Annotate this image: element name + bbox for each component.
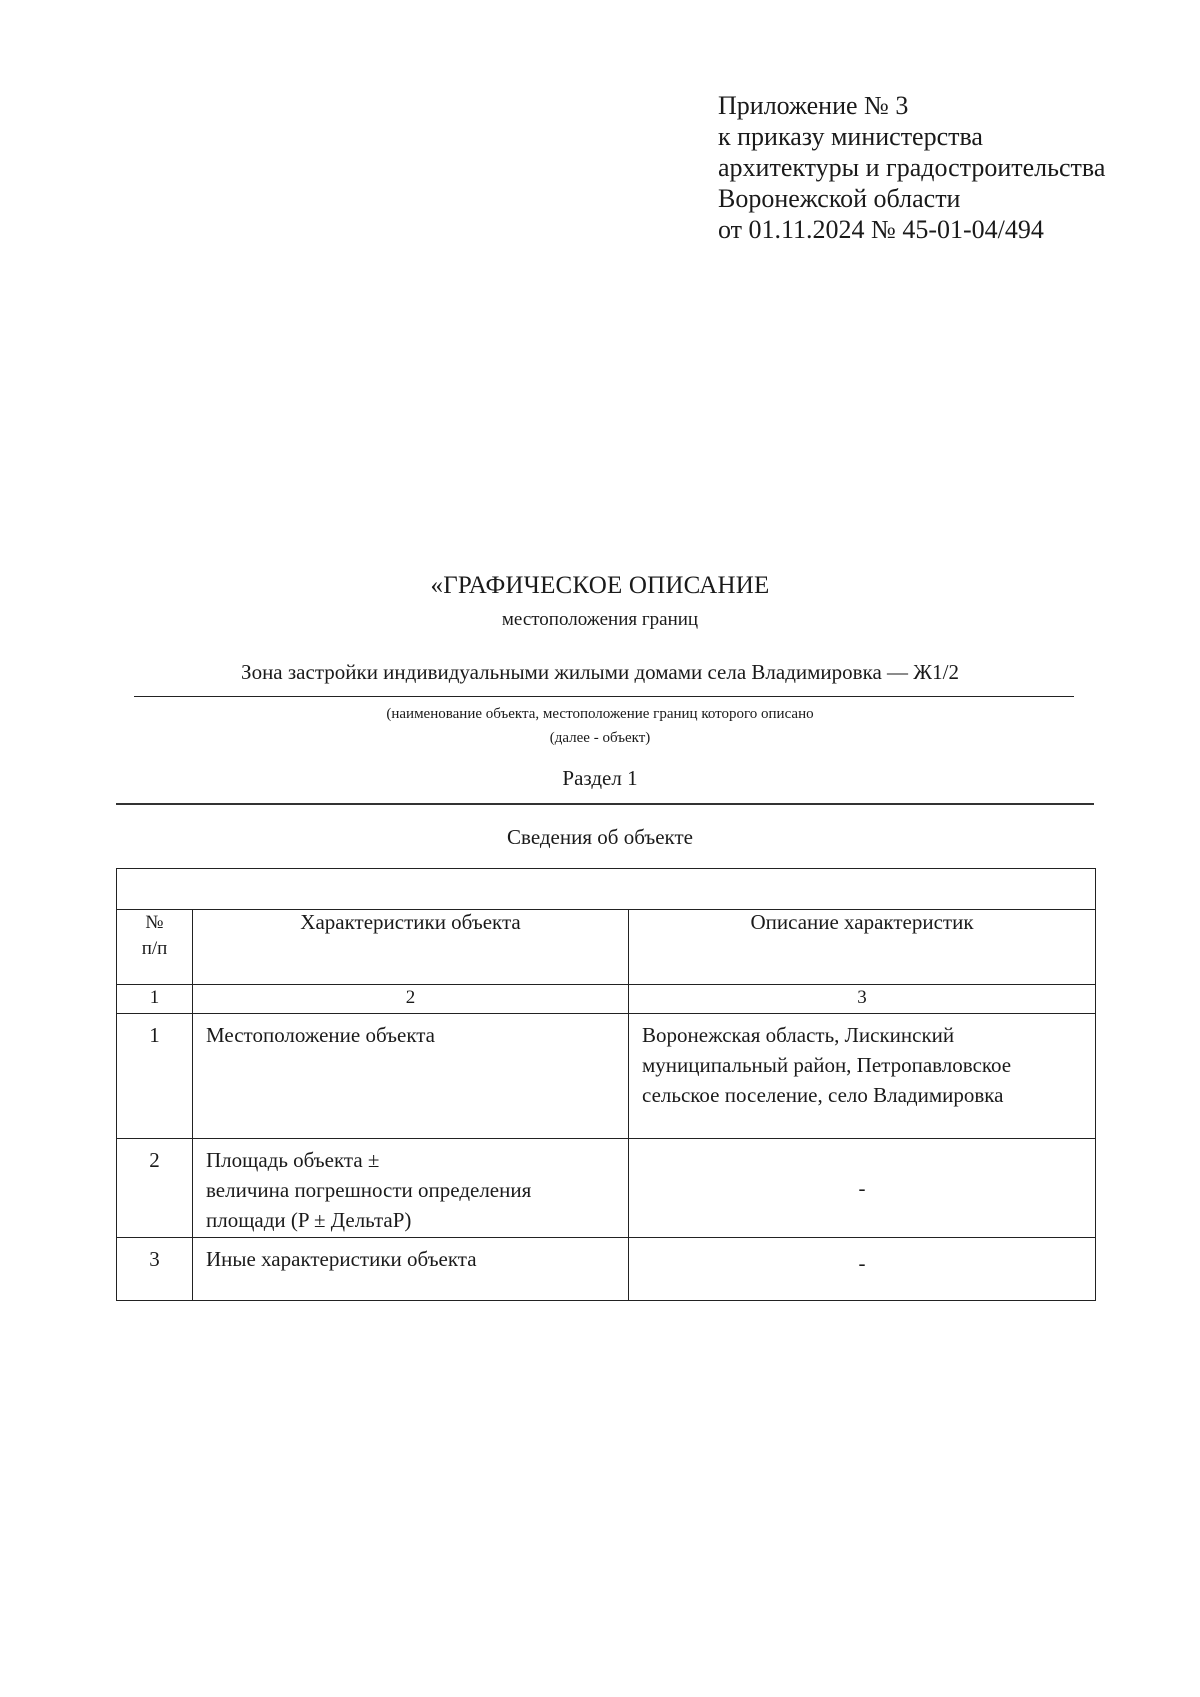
row-description: -	[629, 1139, 1096, 1238]
row-characteristic-line-2: величина погрешности определения	[206, 1178, 532, 1202]
section-heading: Сведения об объекте	[507, 825, 693, 849]
object-info-table	[116, 868, 1096, 1301]
appendix-region-line: Воронежской области	[718, 184, 961, 213]
object-name-underline	[134, 696, 1074, 697]
header-number-symbol: №	[145, 912, 164, 933]
appendix-date-line: от 01.11.2024 № 45-01-04/494	[718, 215, 1044, 244]
row-number: 2	[117, 1139, 193, 1238]
row-characteristic	[193, 1139, 629, 1238]
table-row	[117, 1014, 1096, 1139]
index-cell-3: 3	[629, 985, 1096, 1014]
table-index-row	[117, 985, 1096, 1014]
row-characteristic: Местоположение объекта	[193, 1014, 629, 1139]
header-number	[117, 910, 193, 985]
object-caption-line-2: (далее - объект)	[549, 730, 651, 746]
table-row	[117, 1139, 1096, 1238]
index-cell-1: 1	[117, 985, 193, 1014]
row-description: Воронежская область, Лискинский муниципальный район, Петропавловское сельское поселение, село Владимировка	[629, 1014, 1096, 1139]
section-label: Раздел 1	[562, 766, 638, 790]
row-characteristic: Иные характеристики объекта	[193, 1238, 629, 1301]
appendix-number: Приложение № 3	[718, 91, 909, 120]
row-characteristic-line-3: площади (P ± ДельтаP)	[206, 1208, 412, 1232]
appendix-ministry-line: архитектуры и градостроительства	[718, 153, 1106, 182]
row-description: -	[629, 1238, 1096, 1301]
table-caption-row	[117, 869, 1096, 910]
appendix-reference	[718, 90, 1178, 245]
table-header-row	[117, 910, 1096, 985]
header-description: Описание характеристик	[629, 910, 1096, 985]
table-row	[117, 1238, 1096, 1301]
table-caption-cell	[117, 869, 1096, 910]
index-cell-2: 2	[193, 985, 629, 1014]
document-subtitle: местоположения границ	[501, 609, 699, 630]
header-number-abbrev: п/п	[141, 938, 168, 959]
document-title: «ГРАФИЧЕСКОЕ ОПИСАНИЕ	[430, 572, 770, 599]
section-divider	[116, 803, 1094, 805]
appendix-order-line: к приказу министерства	[718, 122, 983, 151]
object-name: Зона застройки индивидуальными жилыми домами села Владимировка — Ж1/2	[241, 660, 959, 684]
row-characteristic-line-1: Площадь объекта ±	[206, 1148, 380, 1172]
header-characteristics: Характеристики объекта	[193, 910, 629, 985]
row-number: 3	[117, 1238, 193, 1301]
object-caption-line-1: (наименование объекта, местоположение границ которого описано	[386, 706, 814, 722]
row-number: 1	[117, 1014, 193, 1139]
